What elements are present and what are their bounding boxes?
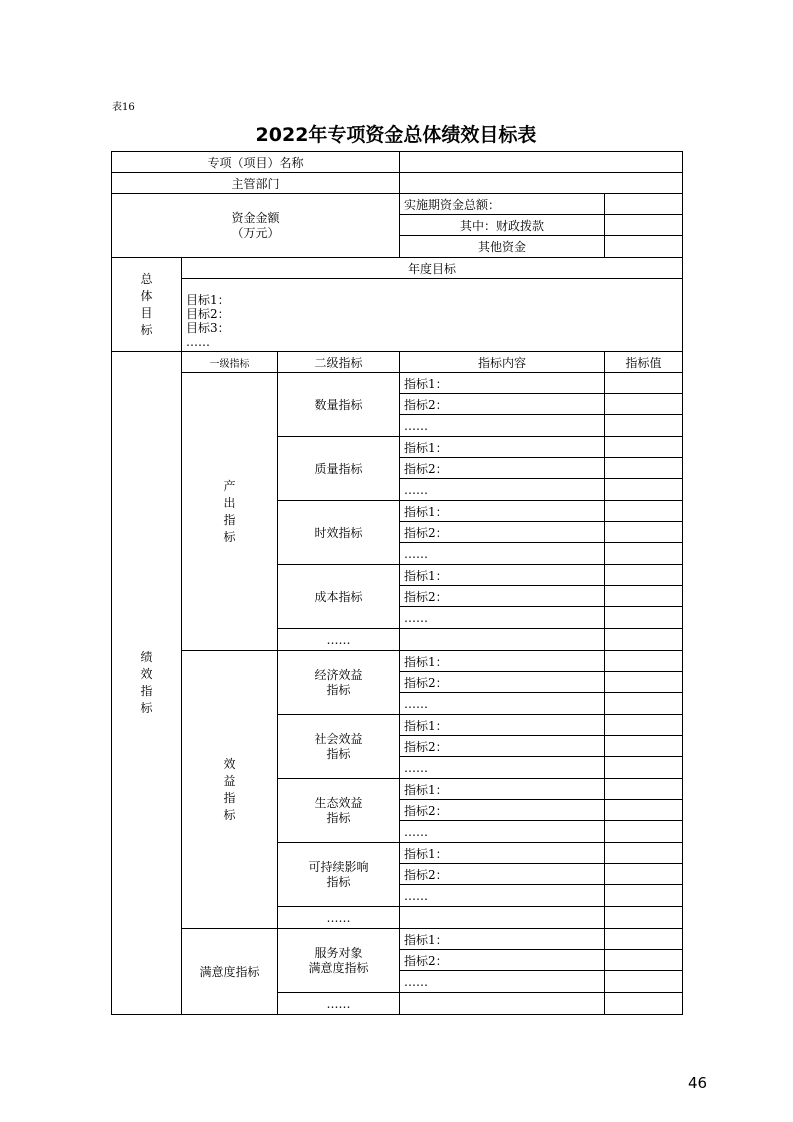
benefit-char: 指 (223, 790, 236, 805)
indicator-item-1: 指标1： (400, 843, 605, 864)
benefit-indicator-label (182, 651, 278, 929)
indicator-content-cell[interactable] (400, 907, 605, 929)
indicator-value-cell[interactable] (605, 693, 683, 715)
department-value[interactable] (400, 173, 683, 194)
output-char: 产 (223, 478, 236, 493)
funds-fiscal-value[interactable] (605, 215, 683, 236)
indicator-value-cell[interactable] (605, 993, 683, 1015)
indicator-value-cell[interactable] (605, 501, 683, 522)
economic-benefit-line1: 经济效益 (314, 667, 363, 682)
indicator-value-cell[interactable] (605, 800, 683, 821)
economic-benefit-label (278, 651, 400, 715)
satisfaction-more-label: …… (278, 993, 400, 1015)
indicator-value-cell[interactable] (605, 415, 683, 437)
indicator-value-cell[interactable] (605, 821, 683, 843)
indicator-char: 绩 (140, 650, 153, 664)
overall-goal-char: 体 (140, 288, 153, 303)
indicator-item-more: …… (400, 543, 605, 565)
indicator-item-1: 指标1： (400, 501, 605, 522)
funds-other-value[interactable] (605, 236, 683, 258)
quantity-indicator-label: 数量指标 (278, 373, 400, 437)
indicator-value-cell[interactable] (605, 586, 683, 607)
benefit-char: 标 (223, 807, 236, 822)
indicator-value-cell[interactable] (605, 885, 683, 907)
document-title: 2022年专项资金总体绩效目标表 (255, 124, 537, 146)
benefit-char: 益 (223, 773, 236, 788)
indicator-value-cell[interactable] (605, 522, 683, 543)
header-value: 指标值 (605, 352, 683, 373)
overall-goal-char: 标 (140, 322, 153, 337)
goal-line: 目标3： (186, 321, 230, 335)
overall-goal-char: 目 (140, 305, 153, 320)
benefit-char: 效 (223, 756, 236, 771)
indicator-item-2: 指标2： (400, 458, 605, 479)
ecological-benefit-label (278, 779, 400, 843)
indicator-value-cell[interactable] (605, 672, 683, 693)
indicator-item-2: 指标2： (400, 950, 605, 971)
sustainable-impact-label (278, 843, 400, 907)
indicator-item-more: …… (400, 693, 605, 715)
indicator-value-cell[interactable] (605, 373, 683, 394)
funds-label-line2: （万元） (231, 225, 280, 240)
indicator-item-more: …… (400, 757, 605, 779)
table-label: 表16 (112, 102, 135, 113)
indicator-value-cell[interactable] (605, 971, 683, 993)
indicator-content-cell[interactable] (400, 993, 605, 1015)
funds-total-value[interactable] (605, 194, 683, 215)
indicator-value-cell[interactable] (605, 864, 683, 885)
indicator-value-cell[interactable] (605, 757, 683, 779)
ecological-benefit-line2: 指标 (326, 810, 351, 825)
overall-goal-char: 总 (140, 271, 153, 286)
indicator-value-cell[interactable] (605, 565, 683, 586)
indicator-item-more: …… (400, 607, 605, 629)
project-name-label: 专项（项目）名称 (112, 152, 400, 173)
satisfaction-indicator-label: 满意度指标 (182, 929, 278, 1015)
service-satisfaction-label (278, 929, 400, 993)
indicator-item-more: …… (400, 821, 605, 843)
indicator-item-more: …… (400, 415, 605, 437)
overall-goal-label (112, 258, 182, 352)
indicator-value-cell[interactable] (605, 929, 683, 950)
economic-benefit-line2: 指标 (326, 682, 351, 697)
sustainable-impact-line1: 可持续影响 (308, 859, 369, 874)
funds-label (112, 194, 400, 258)
output-char: 标 (223, 529, 236, 544)
indicator-content-cell[interactable] (400, 629, 605, 651)
indicator-value-cell[interactable] (605, 779, 683, 800)
performance-target-table (111, 151, 683, 1015)
page-number: 46 (688, 1074, 708, 1092)
indicator-value-cell[interactable] (605, 736, 683, 757)
timeliness-indicator-label: 时效指标 (278, 501, 400, 565)
indicator-item-2: 指标2： (400, 800, 605, 821)
funds-label-line1: 资金金额 (231, 210, 280, 225)
indicator-item-more: …… (400, 885, 605, 907)
quality-indicator-label: 质量指标 (278, 437, 400, 501)
indicator-value-cell[interactable] (605, 394, 683, 415)
indicator-value-cell[interactable] (605, 437, 683, 458)
indicator-item-1: 指标1： (400, 437, 605, 458)
funds-total-label: 实施期资金总额： (400, 194, 605, 215)
funds-fiscal-label: 其中：财政拨款 (400, 215, 605, 236)
indicator-item-more: …… (400, 479, 605, 501)
goal-line: 目标2： (186, 307, 230, 321)
annual-goal-content[interactable] (182, 279, 683, 352)
header-content: 指标内容 (400, 352, 605, 373)
header-level2: 二级指标 (278, 352, 400, 373)
indicator-value-cell[interactable] (605, 458, 683, 479)
benefit-more-label: …… (278, 907, 400, 929)
output-char: 出 (223, 495, 236, 510)
indicator-item-1: 指标1： (400, 929, 605, 950)
ecological-benefit-line1: 生态效益 (314, 795, 363, 810)
indicator-item-1: 指标1： (400, 373, 605, 394)
output-indicator-label (182, 373, 278, 651)
indicator-item-2: 指标2： (400, 864, 605, 885)
annual-goal-label: 年度目标 (182, 258, 683, 279)
indicator-value-cell[interactable] (605, 950, 683, 971)
indicator-item-1: 指标1： (400, 715, 605, 736)
indicator-item-2: 指标2： (400, 736, 605, 757)
indicator-value-cell[interactable] (605, 543, 683, 565)
funds-other-label: 其他资金 (400, 236, 605, 258)
service-satisfaction-line1: 服务对象 (314, 945, 363, 960)
performance-indicator-label (112, 352, 182, 1015)
goal-line: 目标1： (186, 293, 230, 307)
social-benefit-line1: 社会效益 (314, 731, 363, 746)
indicator-item-1: 指标1： (400, 651, 605, 672)
indicator-char: 标 (140, 701, 153, 715)
indicator-value-cell[interactable] (605, 907, 683, 929)
output-char: 指 (223, 512, 236, 527)
indicator-value-cell[interactable] (605, 651, 683, 672)
sustainable-impact-line2: 指标 (326, 874, 351, 889)
indicator-item-2: 指标2： (400, 394, 605, 415)
indicator-item-more: …… (400, 971, 605, 993)
indicator-item-1: 指标1： (400, 565, 605, 586)
social-benefit-line2: 指标 (326, 746, 351, 761)
department-label: 主管部门 (112, 173, 400, 194)
social-benefit-label (278, 715, 400, 779)
indicator-value-cell[interactable] (605, 843, 683, 864)
header-level1: 一级指标 (182, 352, 278, 373)
project-name-value[interactable] (400, 152, 683, 173)
indicator-char: 效 (140, 667, 153, 681)
indicator-item-2: 指标2： (400, 672, 605, 693)
indicator-item-2: 指标2： (400, 586, 605, 607)
indicator-value-cell[interactable] (605, 629, 683, 651)
cost-indicator-label: 成本指标 (278, 565, 400, 629)
indicator-value-cell[interactable] (605, 607, 683, 629)
indicator-value-cell[interactable] (605, 715, 683, 736)
indicator-item-1: 指标1： (400, 779, 605, 800)
output-more-label: …… (278, 629, 400, 651)
indicator-char: 指 (140, 684, 153, 698)
indicator-value-cell[interactable] (605, 479, 683, 501)
goal-line: …… (186, 335, 210, 349)
indicator-item-2: 指标2： (400, 522, 605, 543)
service-satisfaction-line2: 满意度指标 (308, 960, 369, 975)
